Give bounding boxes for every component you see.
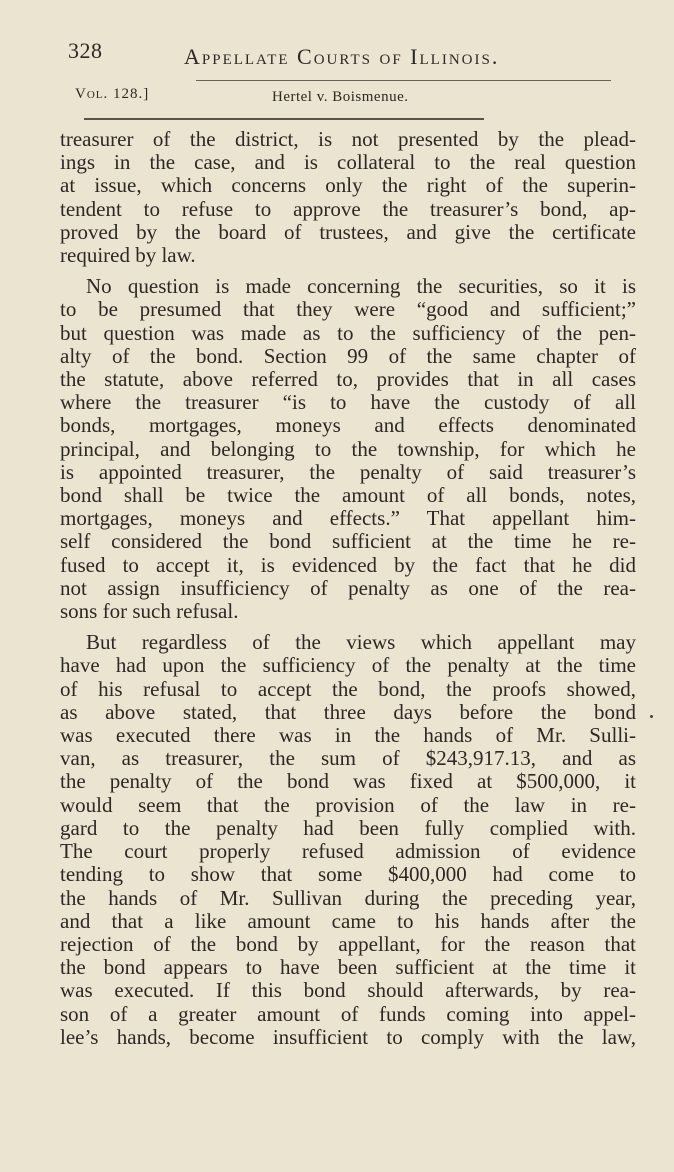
text-line: the bond appears to have been sufficient at the time it <box>60 955 636 980</box>
text-line: and that a like amount came to his hands after the <box>60 908 636 933</box>
header-rule-lower <box>84 118 484 120</box>
text-line: tending to show that some $400,000 had come to <box>60 862 636 887</box>
paragraph <box>60 128 636 267</box>
text-line: was executed there was in the hands of Mr. Sulli- <box>60 723 636 748</box>
text-line: No question is made concerning the securities, so it is <box>86 274 636 299</box>
text-line: required by law. <box>60 243 196 268</box>
text-line: but question was made as to the sufficiency of the pen- <box>60 320 636 345</box>
text-line: gard to the penalty had been fully complied with. <box>60 815 636 840</box>
text-line: sons for such refusal. <box>60 599 239 624</box>
text-line: was executed. If this bond should afterwards, by rea- <box>60 978 636 1003</box>
text-line: mortgages, moneys and effects.” That appellant him- <box>60 506 636 531</box>
text-line: alty of the bond. Section 99 of the same chapter of <box>60 343 636 368</box>
running-title: Appellate Courts of Illinois. <box>184 44 500 69</box>
text-line: to be presumed that they were “good and sufficient;” <box>60 297 636 322</box>
paragraph <box>60 631 636 1049</box>
page-number: 328 <box>68 38 103 63</box>
text-line: But regardless of the views which appellant may <box>86 630 636 655</box>
text-line: bond shall be twice the amount of all bonds, notes, <box>60 483 636 508</box>
paragraph <box>60 275 636 623</box>
text-line: have had upon the sufficiency of the penalty at the time <box>60 653 636 678</box>
text-line: lee’s hands, become insufficient to comply with the law, <box>60 1024 636 1049</box>
text-line: proved by the board of trustees, and give the certificate <box>60 219 636 244</box>
case-name: Hertel v. Boismenue. <box>272 89 409 105</box>
text-line: where the treasurer “is to have the custody of all <box>60 390 636 415</box>
text-line: tendent to refuse to approve the treasurer’s bond, ap- <box>60 196 636 221</box>
margin-speck <box>650 715 653 718</box>
text-line: the hands of Mr. Sullivan during the preceding year, <box>60 885 636 910</box>
text-line: would seem that the provision of the law in re- <box>60 792 636 817</box>
text-line: principal, and belonging to the township, for which he <box>60 436 636 461</box>
text-line: treasurer of the district, is not presented by the plead- <box>60 127 636 151</box>
text-line: as above stated, that three days before the bond <box>60 699 636 724</box>
text-line: is appointed treasurer, the penalty of said treasurer’s <box>60 459 636 484</box>
text-line: fused to accept it, is evidenced by the fact that he did <box>60 552 636 577</box>
text-line: bonds, mortgages, moneys and effects denominated <box>60 413 636 438</box>
text-line: at issue, which concerns only the right of the superin- <box>60 173 636 198</box>
text-line: of his refusal to accept the bond, the proofs showed, <box>60 676 636 701</box>
body-text <box>60 128 636 1049</box>
text-line: van, as treasurer, the sum of $243,917.13, and as <box>60 746 636 771</box>
text-line: rejection of the bond by appellant, for the reason that <box>60 931 636 956</box>
text-line: the statute, above referred to, provides that in all cases <box>60 367 636 392</box>
text-line: son of a greater amount of funds coming into appel- <box>60 1001 636 1026</box>
volume-label: Vol. 128.] <box>75 86 150 102</box>
text-line: the penalty of the bond was fixed at $500,000, it <box>60 769 636 794</box>
header-rule <box>196 80 611 81</box>
text-line: not assign insufficiency of penalty as one of the rea- <box>60 575 636 600</box>
text-line: ings in the case, and is collateral to the real question <box>60 150 636 175</box>
text-line: self considered the bond sufficient at the time he re- <box>60 529 636 554</box>
text-line: The court properly refused admission of evidence <box>60 839 636 864</box>
